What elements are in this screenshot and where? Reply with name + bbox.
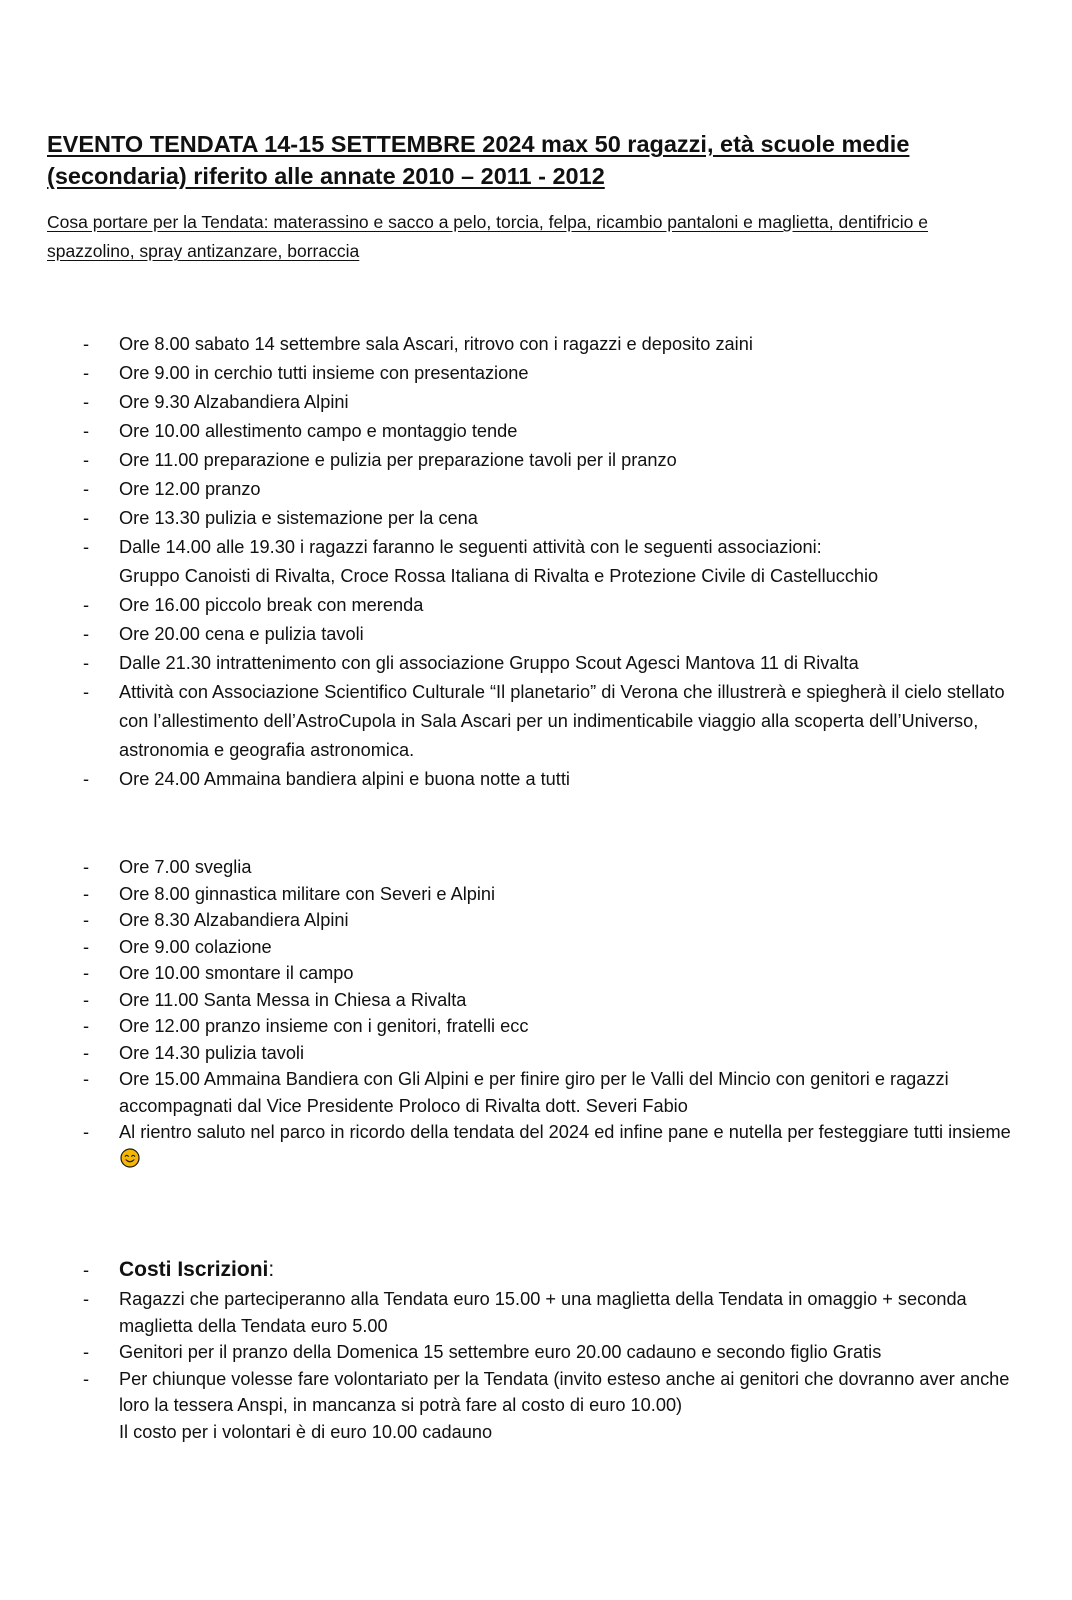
list-item-text: Al rientro saluto nel parco in ricordo della tendata del 2024 ed infine pane e nutella per festeggiare tutti insieme xyxy=(119,1122,1011,1142)
list-item xyxy=(47,649,1012,678)
list-item-text: Ore 14.30 pulizia tavoli xyxy=(119,1042,305,1063)
list-item-text: Ore 20.00 cena e pulizia tavoli xyxy=(119,624,364,644)
list-item xyxy=(47,417,1012,446)
list-item-text: Ore 12.00 pranzo xyxy=(119,479,261,499)
list-item-text: Attività con Associazione Scientifico Culturale “Il planetario” di Verona che illustrerà e spiegherà il cielo stellato con l’allestimento dell’AstroCupola in Sala Ascari per un indimenticabile viaggio alla scoperta dell’Universo, astronomia e geografia astronomica. xyxy=(119,682,1005,760)
list-item xyxy=(47,330,1012,359)
list-item-text: Ore 12.00 pranzo insieme con i genitori, fratelli ecc xyxy=(119,1016,529,1036)
document-title: EVENTO TENDATA 14-15 SETTEMBRE 2024 max 50 ragazzi, età scuole medie (secondaria) riferito alle annate 2010 – 2011 - 2012 xyxy=(47,131,910,189)
bullet-dash: - xyxy=(83,1260,90,1280)
list-item-text: Ore 9.00 in cerchio tutti insieme con presentazione xyxy=(119,363,529,383)
bullet-dash: - xyxy=(83,1016,90,1036)
list-item xyxy=(47,854,1012,881)
bullet-dash: - xyxy=(83,363,90,383)
bullet-dash: - xyxy=(83,1342,90,1362)
list-item-text: Ore 16.00 piccolo break con merenda xyxy=(119,595,424,615)
list-item xyxy=(47,1013,1012,1040)
bullet-dash: - xyxy=(83,857,90,877)
day1-schedule-list xyxy=(47,330,1012,794)
list-item xyxy=(47,1066,1012,1119)
bullet-dash: - xyxy=(83,653,90,673)
list-item xyxy=(47,1366,1012,1446)
bullet-dash: - xyxy=(83,682,90,702)
bullet-dash: - xyxy=(83,1368,90,1389)
list-item xyxy=(47,987,1012,1014)
list-item-text: Ore 8.00 ginnastica militare con Severi e Alpini xyxy=(119,883,496,904)
costs-heading xyxy=(47,1254,1012,1286)
bullet-dash: - xyxy=(83,479,90,499)
costs-list xyxy=(47,1254,1012,1445)
list-item xyxy=(47,1339,1012,1366)
costs-heading-text: Costi Iscrizioni xyxy=(119,1258,269,1281)
bullet-dash: - xyxy=(83,910,90,930)
list-item xyxy=(47,446,1012,475)
bullet-dash: - xyxy=(83,1289,90,1309)
bullet-dash: - xyxy=(83,392,90,412)
bullet-dash: - xyxy=(83,595,90,615)
bullet-dash: - xyxy=(83,1042,90,1063)
list-item xyxy=(47,475,1012,504)
list-item xyxy=(47,678,1012,765)
list-item xyxy=(47,504,1012,533)
list-item-text: Ore 8.30 Alzabandiera Alpini xyxy=(119,910,349,930)
bullet-dash: - xyxy=(83,537,90,557)
list-item-text: Ragazzi che parteciperanno alla Tendata euro 15.00 + una maglietta della Tendata in omaggio + seconda maglietta della Tendata euro 5.00 xyxy=(119,1289,967,1336)
costs-heading-colon: : xyxy=(268,1258,275,1281)
list-item xyxy=(47,881,1012,908)
bullet-dash: - xyxy=(83,508,90,528)
list-item xyxy=(47,1286,1012,1339)
list-item xyxy=(47,1040,1012,1067)
list-item-text: Ore 10.00 smontare il campo xyxy=(119,963,354,983)
smiling-face-icon xyxy=(120,1148,140,1168)
list-item xyxy=(47,359,1012,388)
list-item-text: Ore 11.00 preparazione e pulizia per preparazione tavoli per il pranzo xyxy=(119,450,677,470)
list-item-text: Per chiunque volesse fare volontariato per la Tendata (invito esteso anche ai genitori che dovranno aver anche loro la tessera Anspi, in mancanza si potrà fare al costo di euro 10.00) xyxy=(119,1368,1010,1415)
day2-schedule-list xyxy=(47,854,1012,1172)
list-item xyxy=(47,591,1012,620)
list-item xyxy=(47,533,1012,591)
list-item-text: Ore 7.00 sveglia xyxy=(119,857,252,877)
list-item-continuation: Il costo per i volontari è di euro 10.00 cadauno xyxy=(119,1421,493,1442)
list-item-text: Ore 9.00 colazione xyxy=(119,936,272,957)
bullet-dash: - xyxy=(83,450,90,470)
list-item xyxy=(47,388,1012,417)
list-item-text: Ore 15.00 Ammaina Bandiera con Gli Alpini e per finire giro per le Valli del Mincio con genitori e ragazzi accompagnati dal Vice Presidente Proloco di Rivalta dott. Severi Fabio xyxy=(119,1069,949,1116)
list-item xyxy=(47,934,1012,961)
list-item-text: Ore 13.30 pulizia e sistemazione per la cena xyxy=(119,508,478,528)
list-item xyxy=(47,960,1012,987)
what-to-bring-note: Cosa portare per la Tendata: materassino e sacco a pelo, torcia, felpa, ricambio pantaloni e maglietta, dentifricio e spazzolino, spray antizanzare, borraccia xyxy=(47,212,928,261)
list-item-text: Dalle 21.30 intrattenimento con gli associazione Gruppo Scout Agesci Mantova 11 di Rivalta xyxy=(119,653,859,673)
bullet-dash: - xyxy=(83,883,90,904)
bullet-dash: - xyxy=(83,936,90,957)
list-item-text: Dalle 14.00 alle 19.30 i ragazzi faranno le seguenti attività con le seguenti associazioni: xyxy=(119,537,822,557)
list-item-text: Ore 11.00 Santa Messa in Chiesa a Rivalta xyxy=(119,989,467,1010)
list-item xyxy=(47,1119,1012,1172)
list-item-text: Ore 8.00 sabato 14 settembre sala Ascari, ritrovo con i ragazzi e deposito zaini xyxy=(119,334,753,354)
bullet-dash: - xyxy=(83,769,90,789)
bullet-dash: - xyxy=(83,963,90,983)
bullet-dash: - xyxy=(83,1069,90,1089)
bullet-dash: - xyxy=(83,989,90,1010)
list-item xyxy=(47,620,1012,649)
bullet-dash: - xyxy=(83,624,90,644)
list-item-text: Ore 10.00 allestimento campo e montaggio tende xyxy=(119,421,518,441)
bullet-dash: - xyxy=(83,334,90,354)
list-item-text: Genitori per il pranzo della Domenica 15 settembre euro 20.00 cadauno e secondo figlio Gratis xyxy=(119,1342,882,1362)
list-item-text: Ore 24.00 Ammaina bandiera alpini e buona notte a tutti xyxy=(119,769,570,789)
list-item xyxy=(47,907,1012,934)
bullet-dash: - xyxy=(83,421,90,441)
list-item-continuation: Gruppo Canoisti di Rivalta, Croce Rossa Italiana di Rivalta e Protezione Civile di Castellucchio xyxy=(119,566,879,586)
list-item-text: Ore 9.30 Alzabandiera Alpini xyxy=(119,392,349,412)
bullet-dash: - xyxy=(83,1122,90,1142)
list-item xyxy=(47,765,1012,794)
